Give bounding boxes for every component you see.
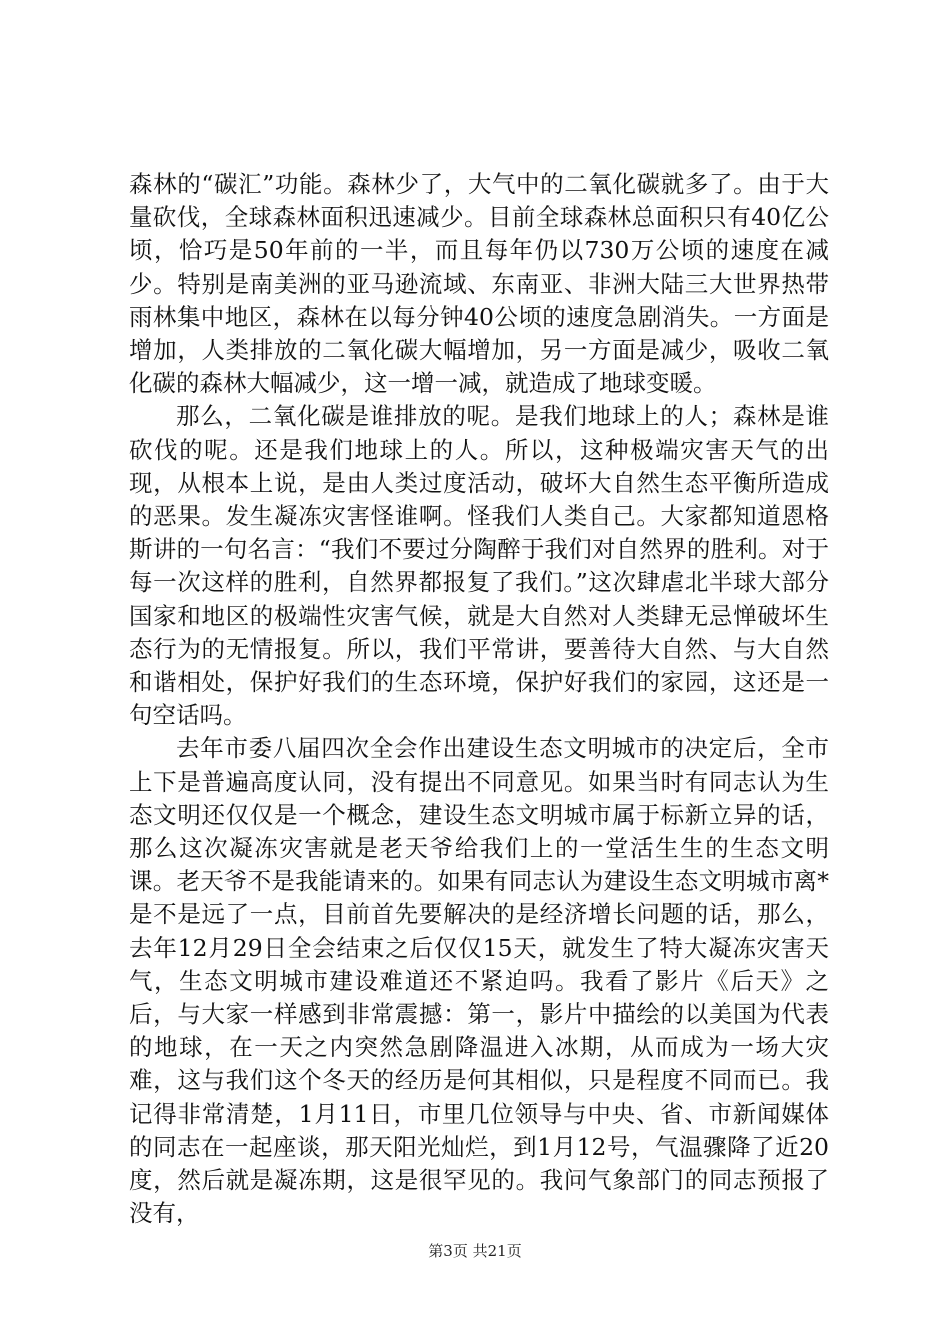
paragraph-1: 森林的“碳汇”功能。森林少了，大气中的二氧化碳就多了。由于大量砍伐，全球森林面积迅速减少。目前全球森林总面积只有40亿公顷，恰巧是50年前的一半，而且每年仍以730万公顷的速度在减少。特别是南美洲的亚马逊流域、东南亚、非洲大陆三大世界热带雨林集中地区，森林在以每分钟40公顷的速度急剧消失。一方面是增加，人类排放的二氧化碳大幅增加，另一方面是减少，吸收二氧化碳的森林大幅减少，这一增一减，就造成了地球变暖。 xyxy=(129,170,829,398)
body-text xyxy=(129,168,829,1231)
page-number-footer: 第3页 共21页 xyxy=(428,1242,522,1260)
paragraph-2: 那么，二氧化碳是谁排放的呢。是我们地球上的人；森林是谁砍伐的呢。还是我们地球上的人。所以，这种极端灾害天气的出现，从根本上说，是由人类过度活动，破坏大自然生态平衡所造成的恶果。发生凝冻灾害怪谁啊。怪我们人类自己。大家都知道恩格斯讲的一句名言：“我们不要过分陶醉于我们对自然界的胜利。对于每一次这样的胜利，自然界都报复了我们。”这次肆虐北半球大部分国家和地区的极端性灾害气候，就是大自然对人类肆无忌惮破坏生态行为的无情报复。所以，我们平常讲，要善待大自然、与大自然和谐相处，保护好我们的生态环境，保护好我们的家园，这还是一句空话吗。 xyxy=(129,402,829,730)
paragraph-3: 去年市委八届四次全会作出建设生态文明城市的决定后，全市上下是普遍高度认同，没有提出不同意见。如果当时有同志认为生态文明还仅仅是一个概念，建设生态文明城市属于标新立异的话，那么这次凝冻灾害就是老天爷给我们上的一堂活生生的生态文明课。老天爷不是我能请来的。如果有同志认为建设生态文明城市离*是不是远了一点，目前首先要解决的是经济增长问题的话，那么，去年12月29日全会结束之后仅仅15天，就发生了特大凝冻灾害天气，生态文明城市建设难道还不紧迫吗。我看了影片《后天》之后，与大家一样感到非常震撼：第一，影片中描绘的以美国为代表的地球，在一天之内突然急剧降温进入冰期，从而成为一场大灾难，这与我们这个冬天的经历是何其相似，只是程度不同而已。我记得非常清楚，1月11日，市里几位领导与中央、省、市新闻媒体的同志在一起座谈，那天阳光灿烂，到1月12号，气温骤降了近20度，然后就是凝冻期，这是很罕见的。我问气象部门的同志预报了没有， xyxy=(129,734,829,1228)
